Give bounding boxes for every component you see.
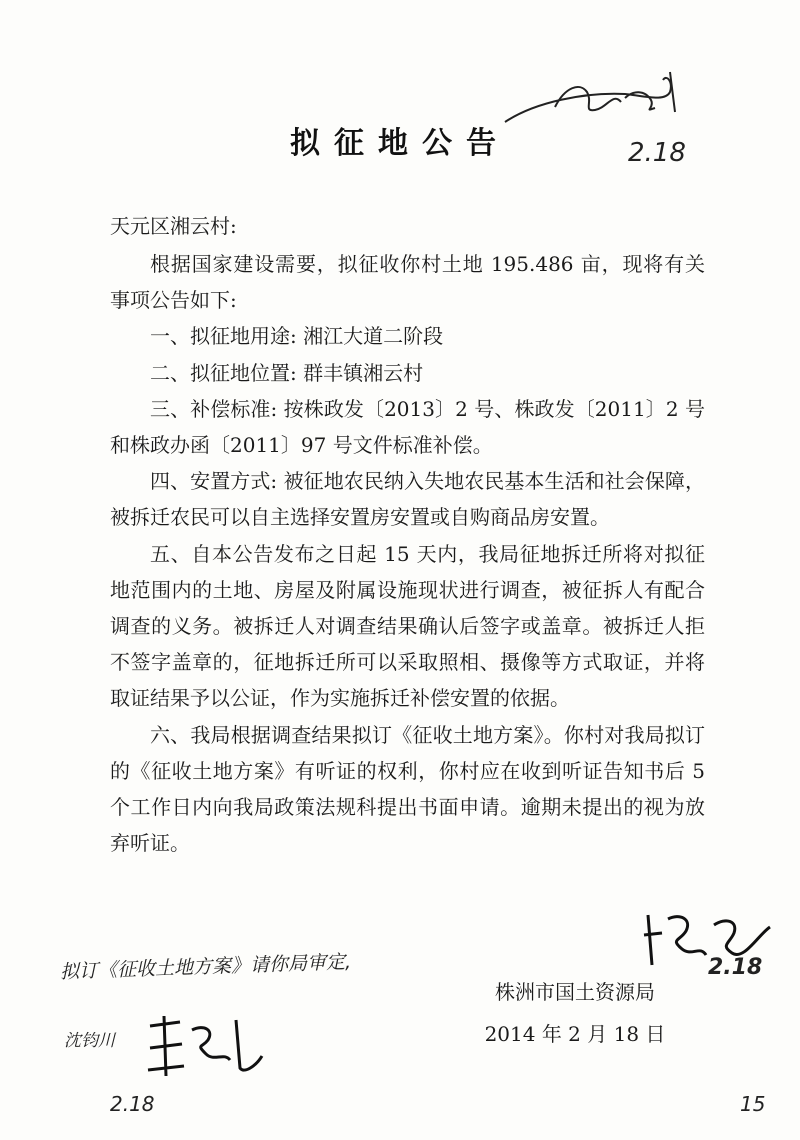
paragraph-compensation: 三、补偿标准: 按株政发〔2013〕2 号、株政发〔2011〕2 号和株政办函〔2011〕97 号文件标准补偿。 [110,396,705,458]
bottom-handwritten-date: 2.18 [110,1092,155,1116]
paragraph-location: 二、拟征地位置: 群丰镇湘云村 [150,360,424,385]
addressee: 天元区湘云村: [110,214,237,238]
paragraph-hearing: 六、我局根据调查结果拟订《征收土地方案》。你村对我局拟订的《征收土地方案》有听证的权利，你村应在收到听证告知书后 5 个工作日内向我局政策法规科提出书面申请。逾期未提出的视为放弃听证。 [110,722,705,856]
body-text [110,246,705,861]
issuer: 株洲市国土资源局 [495,980,655,1004]
handwritten-note: 拟订《征收土地方案》请你局审定, [59,950,352,984]
paragraph-purpose: 一、拟征地用途: 湘江大道二阶段 [150,324,444,349]
issue-date: 2014 年 2 月 18 日 [484,1022,666,1046]
paragraph-intro: 根据国家建设需要，拟征收你村土地 195.486 亩，现将有关事项公告如下: [110,252,705,313]
bottom-signature-icon [140,1008,270,1083]
top-handwritten-date: 2.18 [628,138,686,168]
page-title: 拟征地公告 [290,126,510,161]
handwritten-left-label: 沈钧川 [64,1031,115,1051]
right-handwritten-date: 2.18 [708,955,763,980]
paragraph-survey: 五、自本公告发布之日起 15 天内，我局征地拆迁所将对拟征地范围内的土地、房屋及附属设施现状进行调查，被征拆人有配合调查的义务。被拆迁人对调查结果确认后签字或盖章。被拆迁人拒不签字盖章的，征地拆迁所可以采取照相、摄像等方式取证，并将取证结果予以公证，作为实施拆迁补偿安置的依据。 [110,541,705,711]
page-number: 15 [740,1092,766,1116]
paragraph-resettlement: 四、安置方式: 被征地农民纳入失地农民基本生活和社会保障，被拆迁农民可以自主选择安置房安置或自购商品房安置。 [110,469,705,530]
